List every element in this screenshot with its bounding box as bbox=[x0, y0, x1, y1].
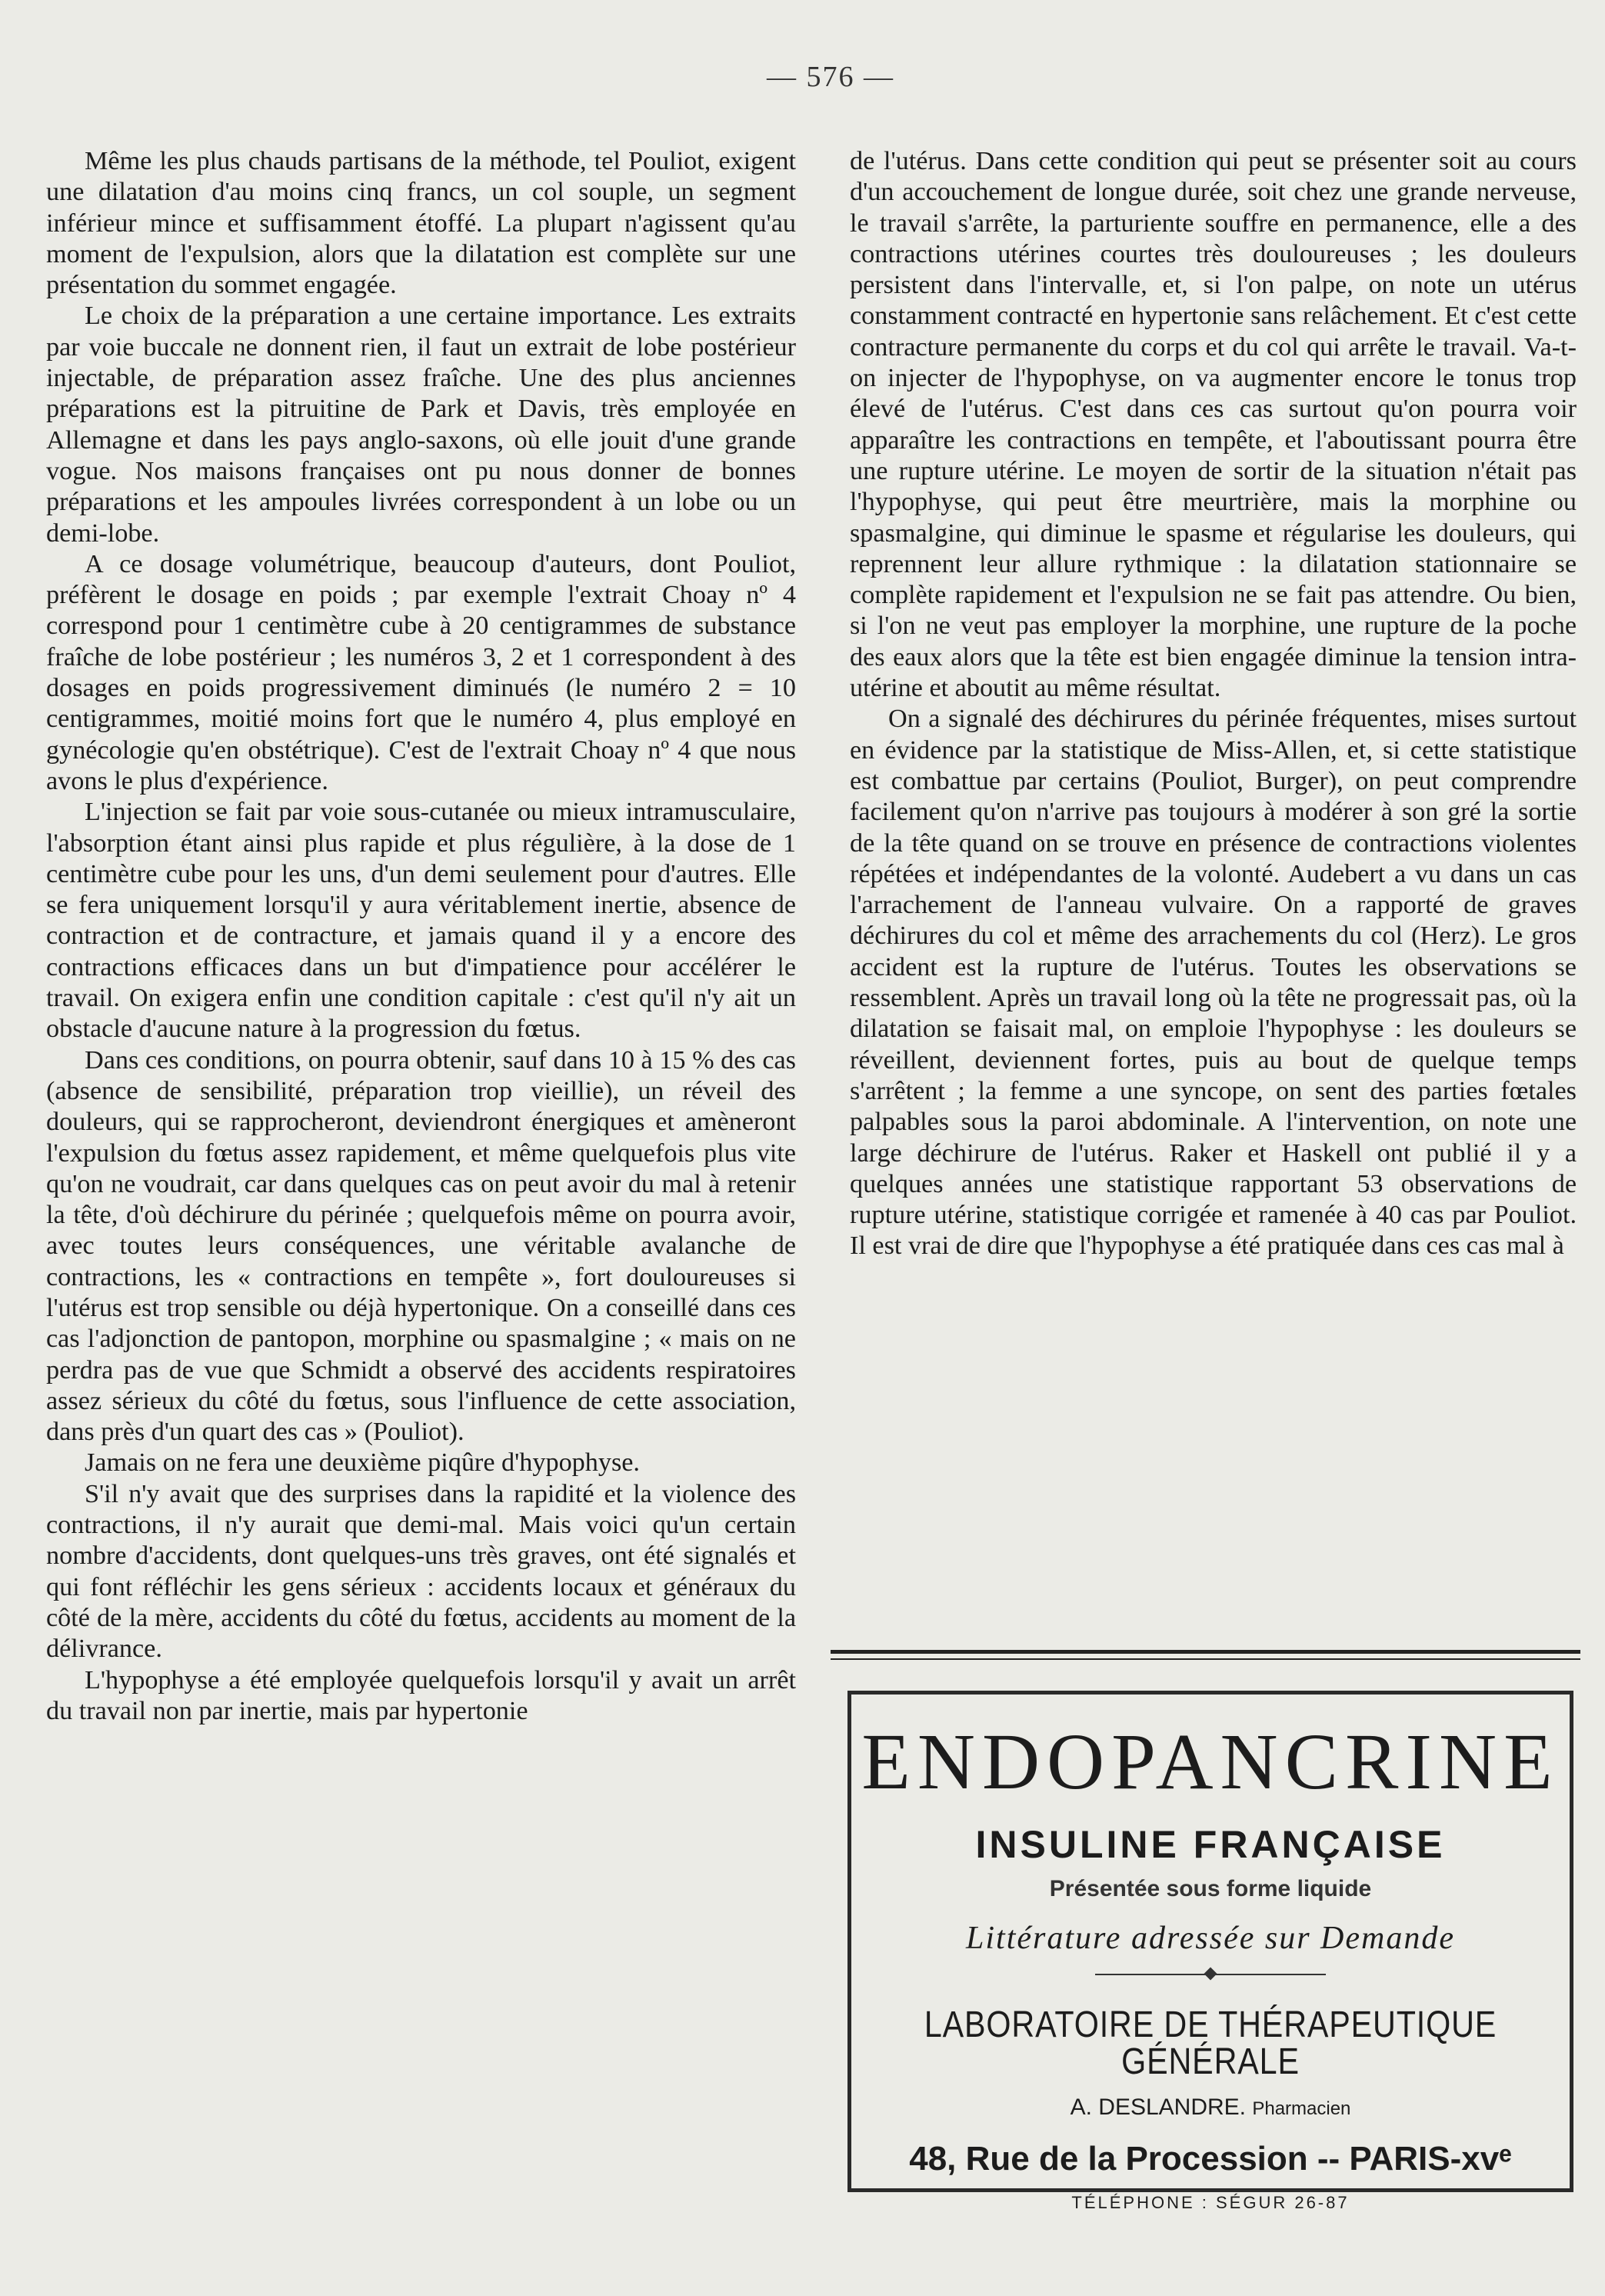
paragraph: S'il n'y avait que des surprises dans la rapidité et la violence des contractions, il n'y aurait que demi-mal. Mais voici qu'un certain nombre d'accidents, dont quelques-uns très graves, ont été signalés et qui font réfléchir les gens sérieux : accidents locaux et généraux du côté de la mère, accidents du côté du fœtus, accidents au moment de la délivrance. bbox=[46, 1479, 796, 1664]
ad-brand: ENDOPANCRINE bbox=[861, 1718, 1560, 1806]
ad-laboratory: LABORATOIRE DE THÉRAPEUTIQUE GÉNÉRALE bbox=[924, 2004, 1497, 2082]
ornament-divider-icon bbox=[1095, 1971, 1326, 1978]
paragraph: Le choix de la préparation a une certaine importance. Les extraits par voie buccale ne donnent rien, il faut un extrait de lobe postérieur injectable, de préparation assez fraîche. Une des plus anciennes préparations est la pitruitine de Park et Davis, très employée en Allemagne et dans les pays anglo-saxons, où elle jouit d'une grande vogue. Nos maisons françaises ont pu nous donner de bonnes préparations et les ampoules livrées correspondent à un lobe ou un demi-lobe. bbox=[46, 302, 796, 548]
separator-rule bbox=[831, 1650, 1580, 1654]
paragraph: On a signalé des déchirures du périnée fréquentes, mises surtout en évidence par la statistique de Miss-Allen, et, si cette statistique est combattue par certains (Pouliot, Burger), on peut comprendre facilement qu'on n'arrive pas toujours à modérer à son gré la sortie de la tête quand on se trouve en présence de contractions violentes répétées et indépendantes de la volonté. Audebert a vu dans un cas l'arrachement de l'anneau vulvaire. On a rapporté de graves déchirures du col et même des arrachements du col (Herz). Le gros accident est la rupture de l'utérus. Toutes les observations se ressemblent. Après un travail long où la tête ne progressait pas, où la dilatation se faisait mal, on emploie l'hypophyse : les douleurs se réveillent, deviennent fortes, puis au bout de quelque temps s'arrêtent ; la femme a une syncope, on sent des parties fœtales palpables sous la paroi abdominale. A l'intervention, on note une large déchirure de l'utérus. Raker et Haskell ont publié il y a quelques années une statistique rapportant 53 observations de rupture utérine, statistique corrigée et ramenée à 40 cas par Pouliot. Il est vrai de dire que l'hypophyse a été pratiquée dans ces cas mal à bbox=[850, 705, 1577, 1261]
ad-pharmacist bbox=[851, 2096, 1570, 2119]
page-number: — 576 — bbox=[767, 61, 894, 93]
ad-address: 48, Rue de la Procession -- PARIS-xvᵉ bbox=[909, 2140, 1512, 2178]
right-column bbox=[850, 146, 1577, 1262]
ad-subtitle: INSULINE FRANÇAISE bbox=[975, 1823, 1446, 1866]
ad-phone: TÉLÉPHONE : SÉGUR 26-87 bbox=[1071, 2193, 1350, 2212]
paragraph: L'hypophyse a été employée quelquefois lorsqu'il y avait un arrêt du travail non par inertie, mais par hypertonie bbox=[46, 1665, 796, 1725]
ad-literature: Littérature adressée sur Demande bbox=[966, 1921, 1455, 1956]
pharmacist-title: Pharmacien bbox=[1252, 2098, 1351, 2119]
ad-tagline: Présentée sous forme liquide bbox=[1049, 1876, 1372, 1901]
pharmacist-name: A. DESLANDRE. bbox=[1070, 2094, 1246, 2120]
paragraph: L'injection se fait par voie sous-cutanée ou mieux intramusculaire, l'absorption étant ainsi plus rapide et plus régulière, à la dose de 1 centimètre cube pour les uns, d'un demi seulement pour d'autres. Elle se fera uniquement lorsqu'il y aura véritablement inertie, absence de contraction et de contracture, et jamais quand il y a encore des contractions efficaces dans un but d'impatience pour accélérer le travail. On exigera enfin une condition capitale : c'est qu'il n'y ait un obstacle d'aucune nature à la progression du fœtus. bbox=[46, 798, 796, 1044]
paragraph: Dans ces conditions, on pourra obtenir, sauf dans 10 à 15 % des cas (absence de sensibilité, préparation trop vieillie), un réveil des douleurs, qui se rapprocheront, deviendront énergiques et amèneront l'expulsion du fœtus assez rapidement, et même quelquefois plus vite qu'on ne voudrait, car dans quelques cas on peut avoir du mal à retenir la tête, d'où déchirure du périnée ; quelquefois même on pourra avoir, avec toutes leurs conséquences, une véritable avalanche de contractions, les « contractions en tempête », fort douloureuses si l'utérus est trop sensible ou déjà hypertonique. On a conseillé dans ces cas l'adjonction de pantopon, morphine ou spasmalgine ; « mais on ne perdra pas de vue que Schmidt a observé des accidents respiratoires assez sérieux du côté du fœtus, sous l'influence de cette association, dans près d'un quart des cas » (Pouliot). bbox=[46, 1045, 796, 1447]
separator-rule-thin bbox=[831, 1658, 1580, 1660]
paragraph: Jamais on ne fera une deuxième piqûre d'hypophyse. bbox=[85, 1448, 640, 1478]
advertisement-box bbox=[847, 1691, 1573, 2212]
paragraph: de l'utérus. Dans cette condition qui peut se présenter soit au cours d'un accouchement de longue durée, soit chez une grande nerveuse, le travail s'arrête, la parturiente souffre en permanence, elle a des contractions utérines courtes très douloureuses ; les douleurs persistent dans l'intervalle, et, si l'on palpe, on note un utérus constamment contracté en hypertonie sans relâchement. Et c'est cette contracture permanente du corps et du col qui arrête le travail. Va-t-on injecter de l'hypophyse, on va augmenter encore le tonus trop élevé de l'utérus. C'est dans ces cas surtout qu'on pourra voir apparaître les contractions en tempête, et l'aboutissant pourra être une rupture utérine. Le moyen de sortir de la situation n'était pas l'hypophyse, qui peut être meurtrière, mais la morphine ou spasmalgine, qui diminue le spasme et régularise les douleurs, qui reprennent leur allure rythmique : la dilatation stationnaire se complète rapidement et l'expulsion ne se fait pas attendre. Ou bien, si l'on ne veut pas employer la morphine, une rupture de la poche des eaux alors que la tête est bien engagée diminue la tension intra-utérine et aboutit au même résultat. bbox=[850, 147, 1577, 703]
paragraph: Même les plus chauds partisans de la méthode, tel Pouliot, exigent une dilatation d'au moins cinq francs, un col souple, un segment inférieur mince et suffisamment étoffé. La plupart n'agissent qu'au moment de l'expulsion, alors que la dilatation est complète sur une présentation du sommet engagée. bbox=[46, 147, 796, 300]
left-column bbox=[46, 146, 796, 1727]
paragraph: A ce dosage volumétrique, beaucoup d'auteurs, dont Pouliot, préfèrent le dosage en poids ; par exemple l'extrait Choay nº 4 correspond pour 1 centimètre cube à 20 centigrammes de substance fraîche de lobe postérieur ; les numéros 3, 2 et 1 correspondent à des dosages en poids progressivement diminués (le numéro 2 = 10 centigrammes, moitié moins fort que le numéro 4, plus employé en gynécologie qu'en obstétrique). C'est de l'extrait Choay nº 4 que nous avons le plus d'expérience. bbox=[46, 549, 796, 795]
